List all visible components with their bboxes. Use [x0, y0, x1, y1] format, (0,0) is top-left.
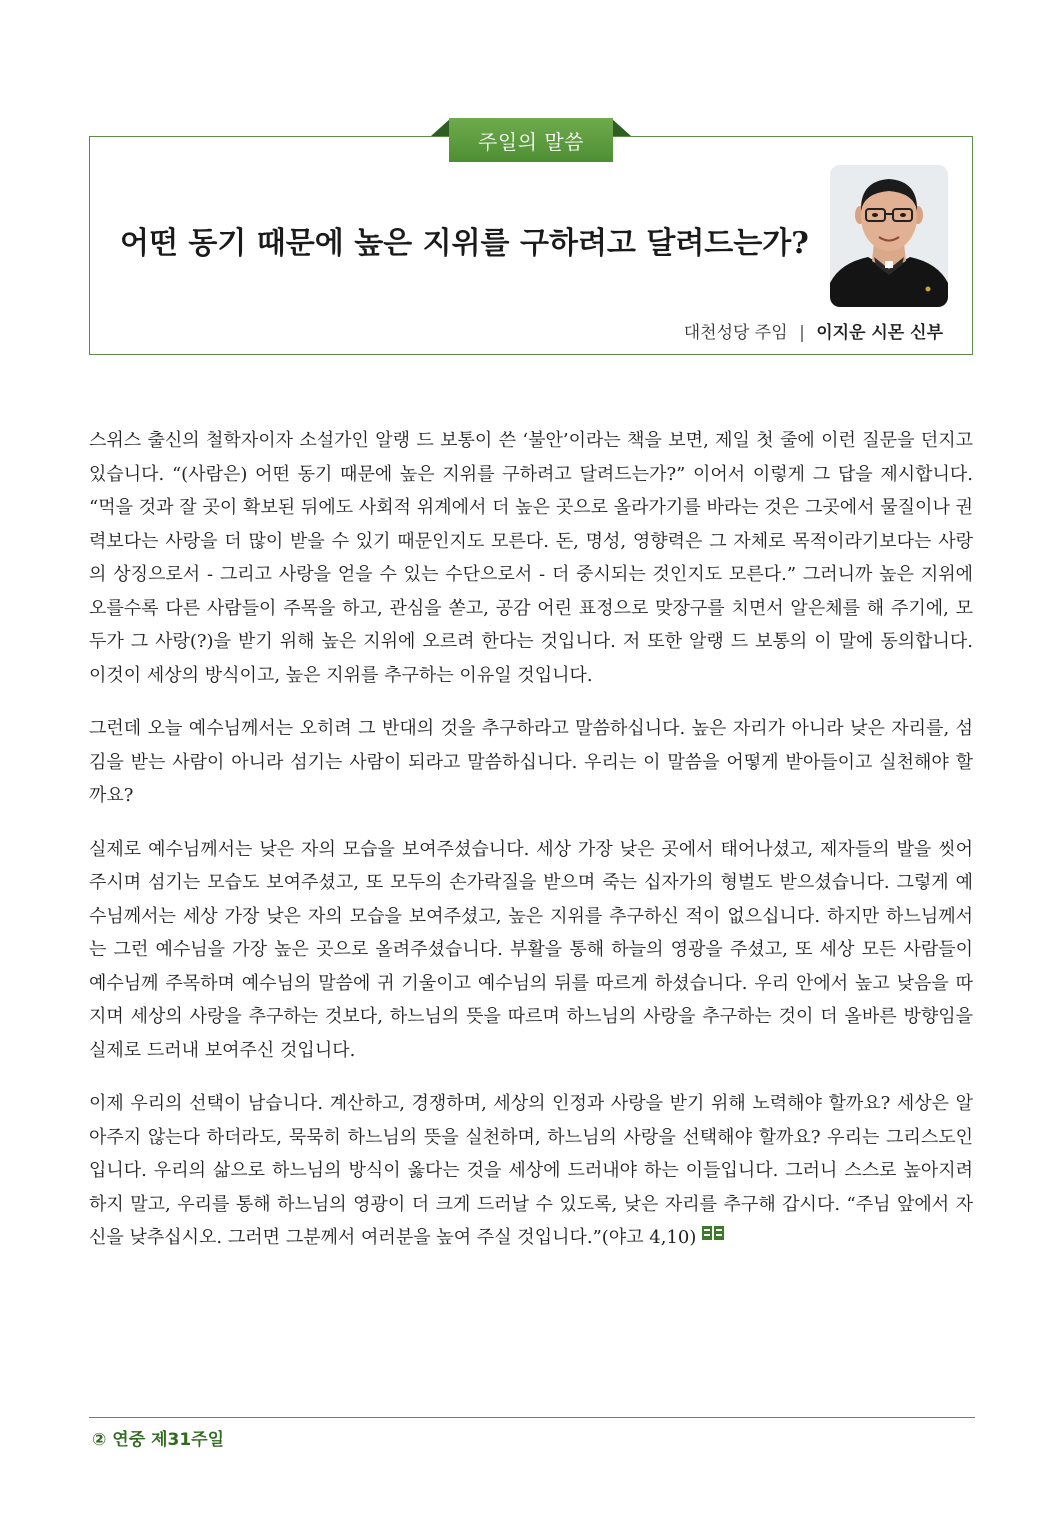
- paragraph-2: 그런데 오늘 예수님께서는 오히려 그 반대의 것을 추구하라고 말씀하십니다. 높은 자리가 아니라 낮은 자리를, 섬김을 받는 사람이 아니라 섬기는 사람이 되라고 말씀하십니다. 우리는 이 말씀을 어떻게 받아들이고 실천해야 할까요?: [89, 718, 973, 806]
- author-separator: |: [799, 323, 805, 343]
- author-name: 이지운 시몬 신부: [816, 323, 943, 343]
- paragraph-1: 스위스 출신의 철학자이자 소설가인 알랭 드 보통이 쓴 ‘불안’이라는 책을 보면, 제일 첫 줄에 이런 질문을 던지고 있습니다. “(사람은) 어떤 동기 때문에 높은 지위를 구하려고 달려드는가?” 이어서 이렇게 그 답을 제시합니다. “먹을 것과 잘 곳이 확보된 뒤에도 사회적 위계에서 더 높은 곳으로 올라가기를 바라는 것은 그곳에서 물질이나 권력보다는 사랑을 더 많이 받을 수 있기 때문인지도 모른다. 돈, 명성, 영향력은 그 자체로 목적이라기보다는 사랑의 상징으로서 - 그리고 사랑을 얻을 수 있는 수단으로서 - 더 중시되는 것인지도 모른다.” 그러니까 높은 지위에 오를수록 다른 사람들이 주목을 하고, 관심을 쏟고, 공감 어린 표정으로 맞장구를 치면서 알은체를 해 주기에, 모두가 그 사랑(?)을 받기 위해 높은 지위에 오르려 한다는 것입니다. 저 또한 알랭 드 보통의 이 말에 동의합니다. 이것이 세상의 방식이고, 높은 지위를 추구하는 이유일 것입니다.: [89, 430, 973, 686]
- section-tab: [431, 118, 631, 164]
- tab-flap-left: [431, 118, 451, 136]
- end-ornament-icon: [702, 1221, 724, 1255]
- page-title: 어떤 동기 때문에 높은 지위를 구하려고 달려드는가?: [120, 226, 809, 261]
- author-credit: [684, 318, 943, 343]
- priest-portrait-icon: [830, 165, 948, 307]
- page-footer-label: ② 연중 제31주일: [92, 1430, 224, 1450]
- footer-divider: [89, 1417, 975, 1418]
- paragraph-4: [89, 1087, 973, 1255]
- author-parish: 대천성당 주임: [683, 323, 788, 343]
- paragraph-4-text: 이제 우리의 선택이 남습니다. 계산하고, 경쟁하며, 세상의 인정과 사랑을 받기 위해 노력해야 할까요? 세상은 알아주지 않는다 하더라도, 묵묵히 하느님의 뜻을 실천하며, 하느님의 사랑을 선택해야 할까요? 우리는 그리스도인입니다. 우리의 삶으로 하느님의 방식이 옳다는 것을 세상에 드러내야 하는 이들입니다. 그러니 스스로 높아지려 하지 말고, 우리를 통해 하느님의 영광이 더 크게 드러날 수 있도록, 낮은 자리를 추구해 갑시다. “주님 앞에서 자신을 낮추십시오. 그러면 그분께서 여러분을 높여 주실 것입니다.”(야고 4,10): [89, 1093, 973, 1248]
- section-tab-label: 주일의 말씀: [449, 118, 613, 162]
- tab-flap-right: [611, 118, 631, 136]
- author-photo: [830, 165, 948, 307]
- paragraph-3: 실제로 예수님께서는 낮은 자의 모습을 보여주셨습니다. 세상 가장 낮은 곳에서 태어나셨고, 제자들의 발을 씻어주시며 섬기는 모습도 보여주셨고, 또 모두의 손가락질을 받으며 죽는 십자가의 형벌도 받으셨습니다. 그렇게 예수님께서는 세상 가장 낮은 자의 모습을 보여주셨고, 높은 지위를 추구하신 적이 없으십니다. 하지만 하느님께서는 그런 예수님을 가장 높은 곳으로 올려주셨습니다. 부활을 통해 하늘의 영광을 주셨고, 또 세상 모든 사람들이 예수님께 주목하며 예수님의 말씀에 귀 기울이고 예수님의 뒤를 따르게 하셨습니다. 우리 안에서 높고 낮음을 따지며 세상의 사랑을 추구하는 것보다, 하느님의 뜻을 따르며 하느님의 사랑을 추구하는 것이 더 올바른 방향임을 실제로 드러내 보여주신 것입니다.: [89, 838, 973, 1061]
- article-body: [89, 424, 973, 1275]
